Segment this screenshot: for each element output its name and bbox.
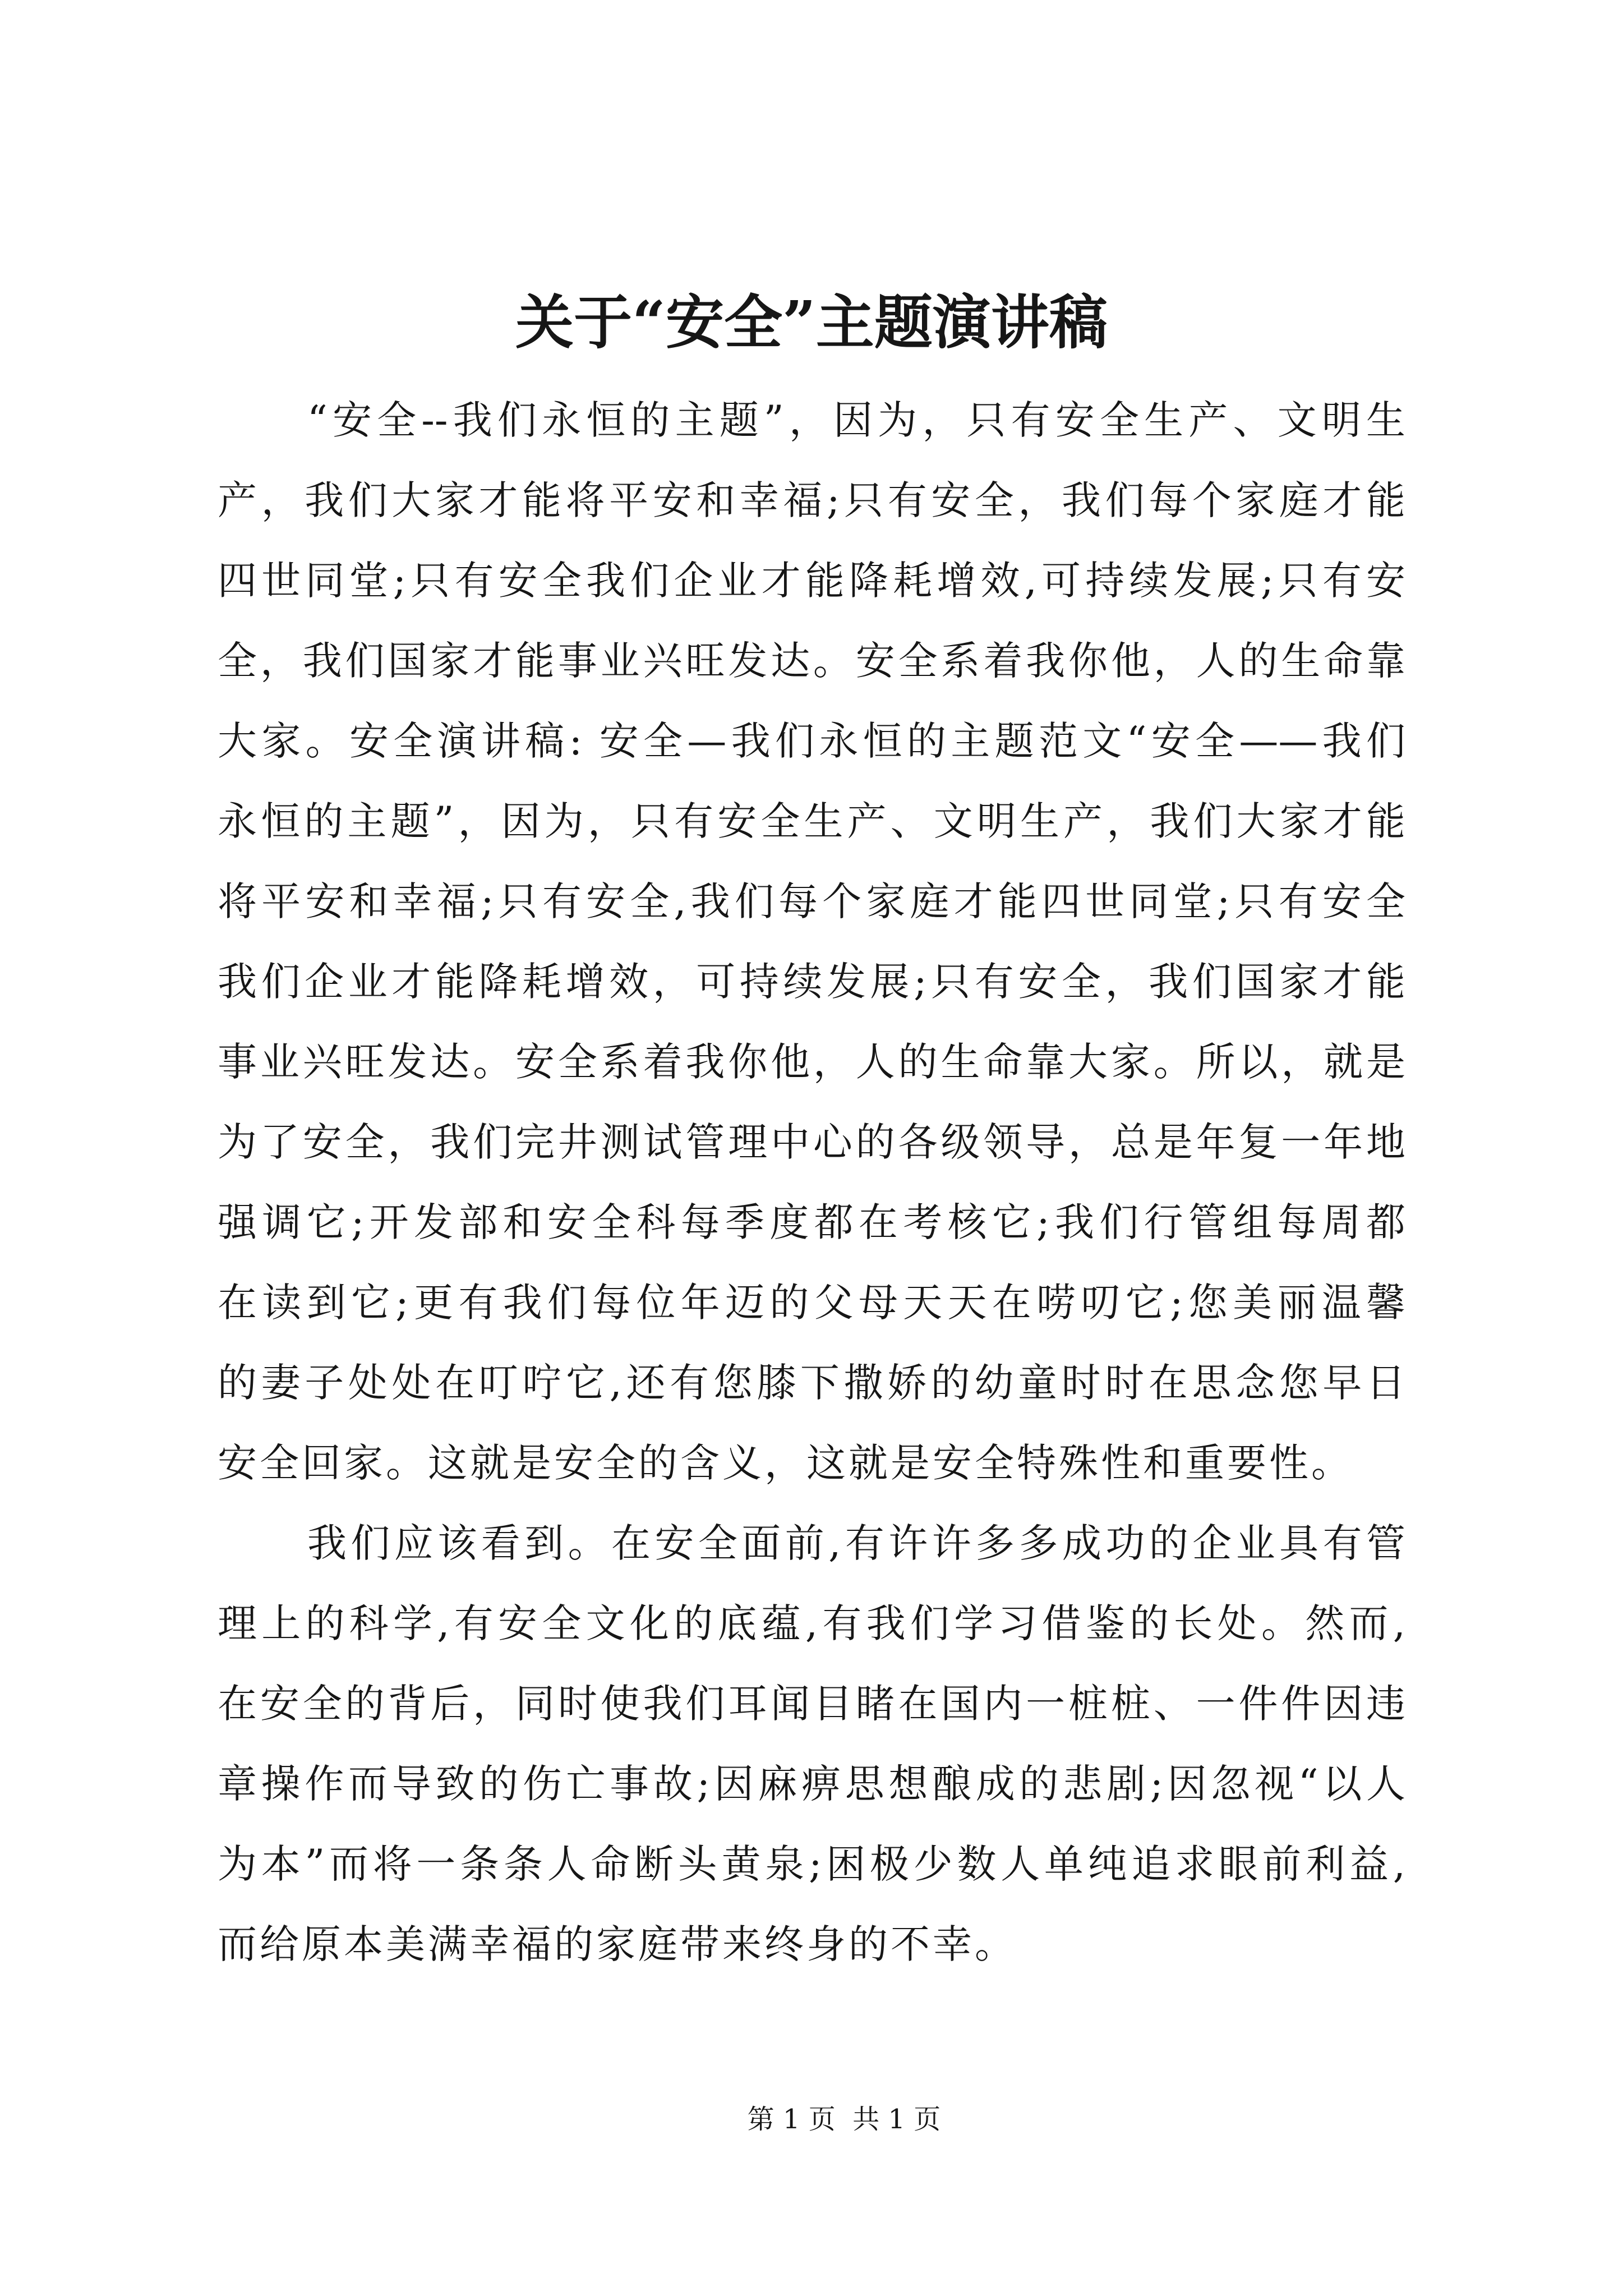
text-line: 的妻子处处在叮咛它,还有您膝下撒娇的幼童时时在思念您早日 — [218, 1360, 1405, 1406]
text-line: 在读到它;更有我们每位年迈的父母天天在唠叨它;您美丽温馨 — [218, 1280, 1405, 1326]
text-line: 全，我们国家才能事业兴旺发达。安全系着我你他，人的生命靠 — [218, 638, 1405, 684]
text-line: “安全--我们永恒的主题”，因为，只有安全生产、文明生 — [307, 397, 1405, 443]
text-line: 强调它;开发部和安全科每季度都在考核它;我们行管组每周都 — [218, 1199, 1405, 1245]
text-line: 安全回家。这就是安全的含义，这就是安全特殊性和重要性。 — [218, 1440, 1353, 1486]
text-line: 我们应该看到。在安全面前,有许许多多成功的企业具有管 — [307, 1520, 1405, 1566]
page-footer: 第 1 页 共 1 页 — [747, 2104, 941, 2135]
text-line: 我们企业才能降耗增效，可持续发展;只有安全，我们国家才能 — [218, 959, 1405, 1005]
text-line: 大家。安全演讲稿: 安全—我们永恒的主题范文“安全——我们 — [218, 718, 1405, 764]
text-line: 为了安全，我们完井测试管理中心的各级领导，总是年复一年地 — [218, 1119, 1405, 1165]
text-line: 事业兴旺发达。安全系着我你他，人的生命靠大家。所以，就是 — [218, 1039, 1405, 1085]
text-line: 永恒的主题”，因为，只有安全生产、文明生产，我们大家才能 — [218, 798, 1405, 844]
text-line: 理上的科学,有安全文化的底蕴,有我们学习借鉴的长处。然而, — [218, 1600, 1405, 1646]
text-line: 章操作而导致的伤亡事故;因麻痹思想酿成的悲剧;因忽视“以人 — [218, 1761, 1405, 1807]
text-line: 四世同堂;只有安全我们企业才能降耗增效,可持续发展;只有安 — [218, 558, 1405, 604]
text-line: 将平安和幸福;只有安全,我们每个家庭才能四世同堂;只有安全 — [218, 878, 1405, 924]
text-line: 产，我们大家才能将平安和幸福;只有安全，我们每个家庭才能 — [218, 477, 1405, 523]
page-title: 关于“安全”主题演讲稿 — [515, 288, 1108, 357]
paragraph-1 — [218, 380, 1405, 1503]
text-line: 为本”而将一条条人命断头黄泉;困极少数人单纯追求眼前利益, — [218, 1841, 1405, 1887]
text-line: 而给原本美满幸福的家庭带来终身的不幸。 — [218, 1921, 1017, 1967]
document-body — [218, 380, 1405, 1985]
paragraph-2 — [218, 1503, 1405, 1985]
text-line: 在安全的背后，同时使我们耳闻目睹在国内一桩桩、一件件因违 — [218, 1681, 1405, 1727]
